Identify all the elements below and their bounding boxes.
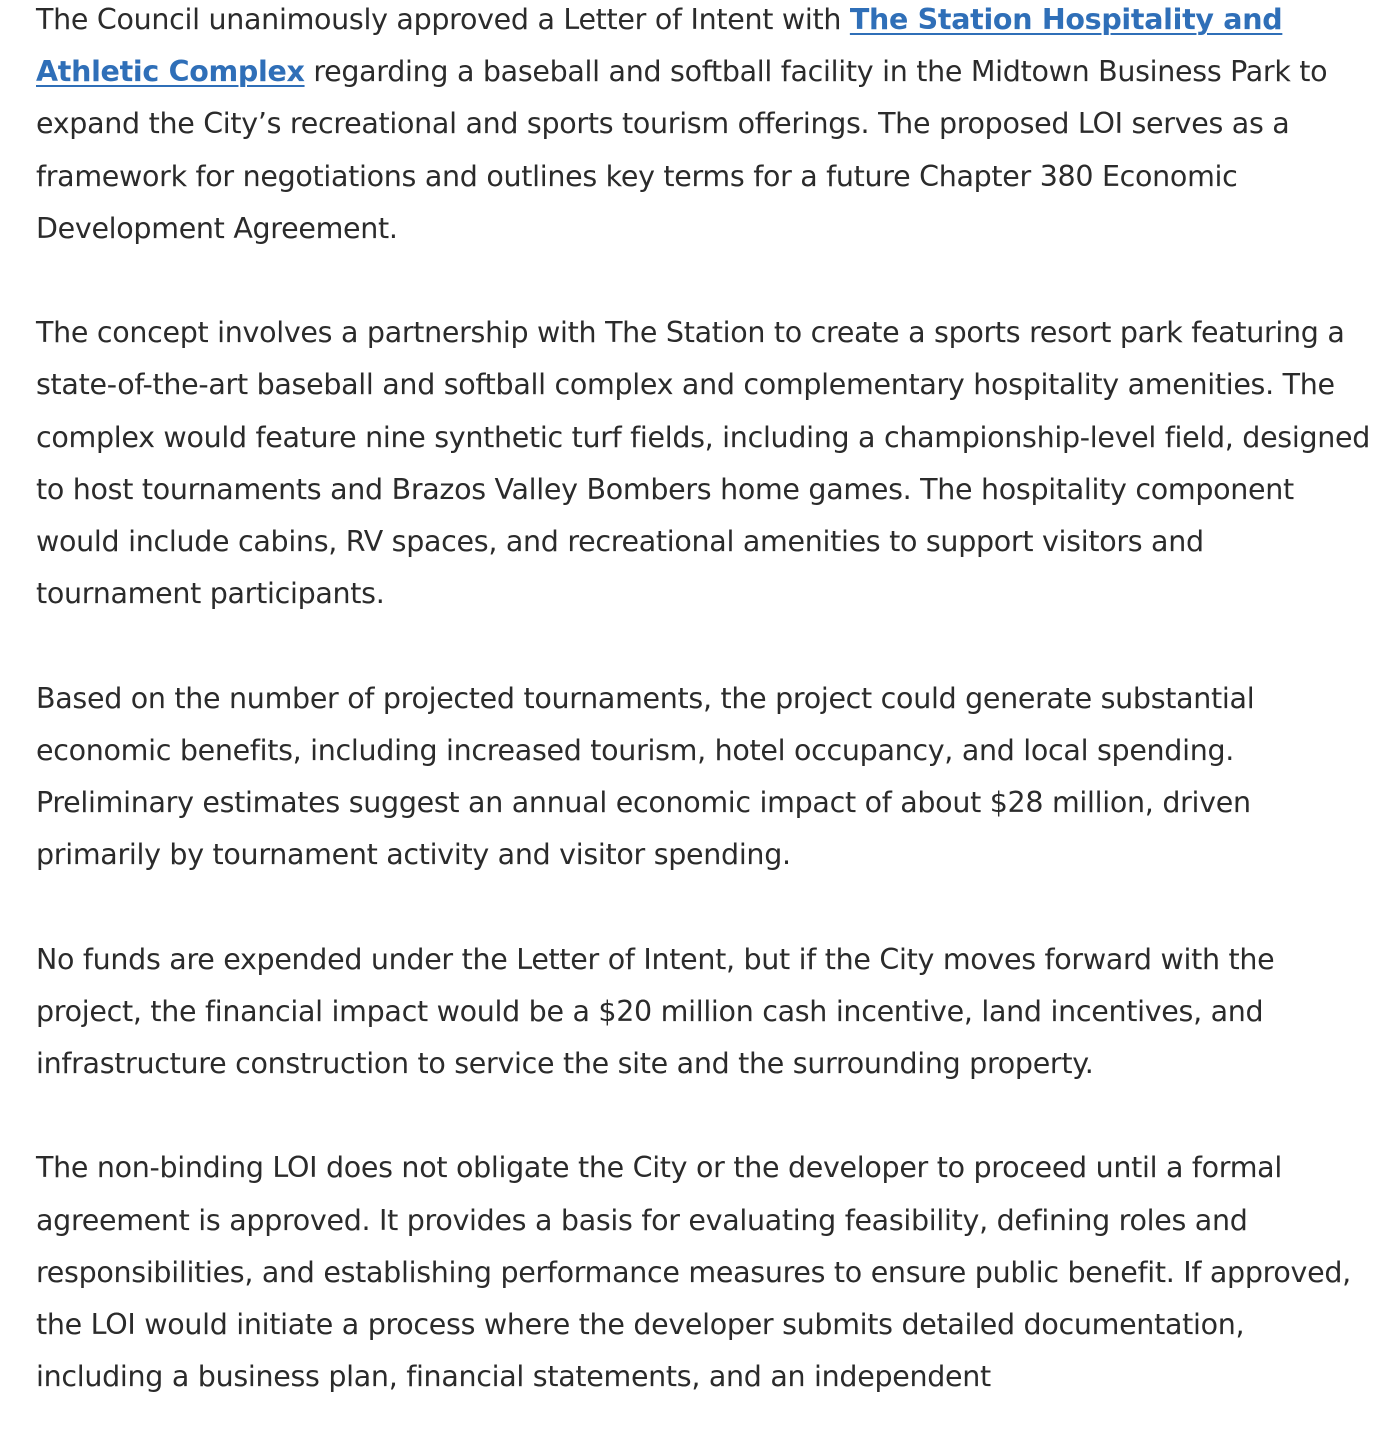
paragraph-financial-impact: No funds are expended under the Letter of Intent, but if the City moves forward with the project, the financial impact would be a $20 million cash incentive, land incentives, and infrastructure construction to service the site and the surrounding property. (36, 942, 1275, 1081)
paragraph-1-body-text: regarding a baseball and softball facility in the Midtown Business Park to expand the City’s recreational and sports tourism offerings. The proposed LOI serves as a framework for negotiations and outlines key terms for a future Chapter 380 Economic Development Agreement. (36, 55, 1328, 245)
station-complex-link[interactable]: The Station Hospitality and Athletic Complex (36, 3, 1283, 89)
article-body (36, 0, 1372, 1456)
paragraph-economic-benefits: Based on the number of projected tournaments, the project could generate substantial economic benefits, including increased tourism, hotel occupancy, and local spending. Preliminary estimates suggest an annual economic impact of about $28 million, driven primarily by tournament activity and visitor spending. (36, 681, 1255, 872)
paragraph-1-lead-text: The Council unanimously approved a Letter of Intent with (36, 3, 850, 36)
paragraph-concept: The concept involves a partnership with The Station to create a sports resort park featuring a state-of-the-art baseball and softball complex and complementary hospitality amenities. The complex would feature nine synthetic turf fields, including a championship-level field, designed to host tournaments and Brazos Valley Bombers home games. The hospitality component would include cabins, RV spaces, and recreational amenities to support visitors and tournament participants. (36, 316, 1371, 611)
paragraph-non-binding-loi: The non-binding LOI does not obligate the City or the developer to proceed until a formal agreement is approved. It provides a basis for evaluating feasibility, defining roles and responsibilities, and establishing performance measures to ensure public benefit. If approved, the LOI would initiate a process where the developer submits detailed documentation, including a business plan, financial statements, and an independent (36, 1151, 1351, 1394)
paragraph-loi-approval (36, 0, 1372, 255)
